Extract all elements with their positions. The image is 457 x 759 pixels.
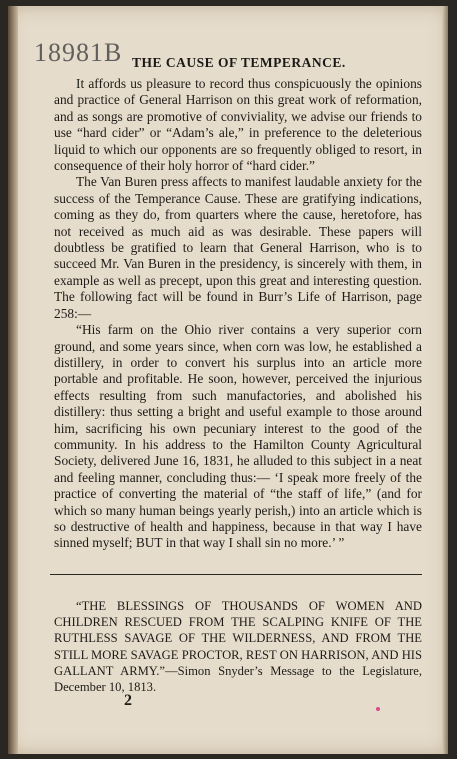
page-number: 2 bbox=[124, 692, 132, 709]
quote-text: “THE BLESSINGS OF THOUSANDS OF WOMEN AND CHILDREN RESCUED FROM THE SCALPING KNIFE OF THE RUTHLESS SAVAGE OF THE WILDERNESS, AND FROM THE STILL MORE SAVAGE PROCTOR, REST ON HARRISON, AND HIS GALLANT ARMY.”—Simon Snyder’s Message to the Legislature, December 10, 1813. bbox=[54, 599, 422, 695]
section-divider bbox=[50, 574, 422, 575]
paragraph-2: The Van Buren press affects to manifest laudable anxiety for the success of the Temperance Cause. These are gratifying indications, coming as they do, from quarters where the cause, heretofore, has not received as much aid as was desirable. These papers will doubtless be gratified to learn that General Harrison, who is to succeed Mr. Van Buren in the presidency, is sincerely with them, in example as well as precept, upon this great and interesting question. The following fact will be found in Burr’s Life of Harrison, page 258:— bbox=[54, 174, 422, 321]
page-gutter bbox=[8, 6, 18, 754]
article-body bbox=[54, 76, 422, 552]
page-edge bbox=[442, 6, 448, 754]
paragraph-3: “His farm on the Ohio river contains a very superior corn ground, and some years since, when corn was low, he established a distillery, in order to convert his surplus into an article more portable and profitable. He soon, however, perceived the injurious effects resulting from such manufactories, and abolished his distillery: thus setting a bright and useful example to those around him, sacrificing his own pecuniary interest to the good of the community. In his address to the Hamilton County Agricultural Society, delivered June 16, 1831, he alluded to this subject in a neat and feeling manner, concluding thus:— ‘I speak more freely of the practice of converting the material of “the staff of life,” (and for which so many human beings yearly perish,) into an article which is so destructive of health and happiness, because in that way I have sinned myself; BUT in that way I shall sin no more.’ ” bbox=[54, 322, 422, 551]
page-heading: THE CAUSE OF TEMPERANCE. bbox=[132, 55, 346, 70]
epigraph-quote bbox=[54, 598, 422, 695]
paragraph-1: It affords us pleasure to record thus conspicuously the opinions and practice of General Harrison on this great work of reformation, and as songs are promotive of conviviality, we advise our friends to use “hard cider” or “Adam’s ale,” in preference to the deleterious liquid to which our opponents are so frequently obliged to resort, in consequence of their holy horror of “hard cider.” bbox=[54, 76, 422, 174]
ink-speck bbox=[376, 707, 380, 711]
library-stamp: 18981B bbox=[34, 38, 123, 67]
